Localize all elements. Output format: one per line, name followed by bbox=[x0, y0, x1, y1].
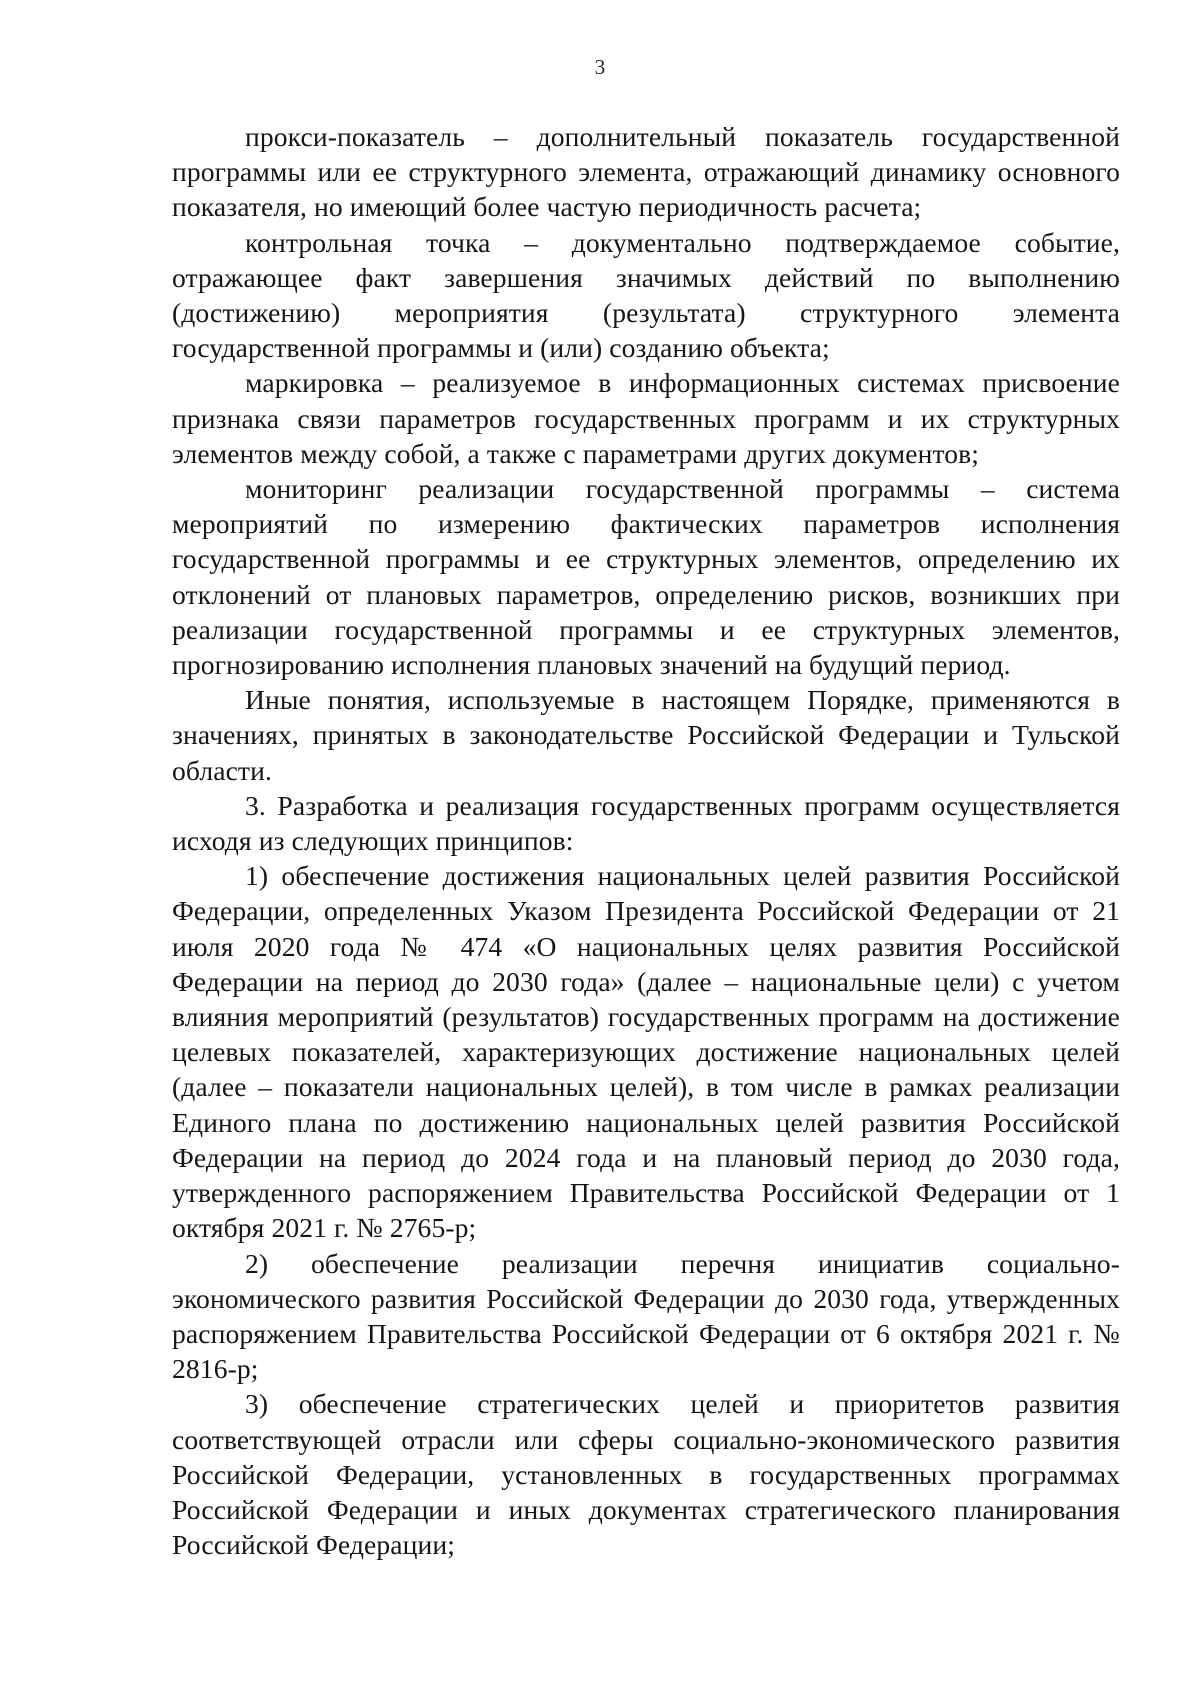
definition-proxy-indicator: прокси-показатель – дополнительный показатель государственной программы или ее структурного элемента, отражающий динамику основного показателя, но имеющий более частую периодичность расчета; bbox=[172, 121, 1120, 223]
section-3-principles-intro: 3. Разработка и реализация государственных программ осуществляется исходя из следующих принципов: bbox=[172, 789, 1120, 857]
definition-control-point: контрольная точка – документально подтверждаемое событие, отражающее факт завершения значимых действий по выполнению (достижению) мероприятия (результата) структурного элемента государственной программы и (или) созданию объекта; bbox=[172, 226, 1120, 364]
page-number: 3 bbox=[594, 55, 606, 79]
definition-monitoring: мониторинг реализации государственной программы – система мероприятий по измерению фактических параметров исполнения государственной программы и ее структурных элементов, определению их отклонений от плановых параметров, определению рисков, возникших при реализации государственной программы и ее структурных элементов, прогнозированию исполнения плановых значений на будущий период. bbox=[172, 473, 1120, 681]
other-concepts-paragraph: Иные понятия, используемые в настоящем Порядке, применяются в значениях, принятых в законодательстве Российской Федерации и Тульской области. bbox=[172, 684, 1120, 786]
document-body bbox=[172, 119, 1120, 1562]
definition-marking: маркировка – реализуемое в информационных системах присвоение признака связи параметров государственных программ и их структурных элементов между собой, а также с параметрами других документов; bbox=[172, 367, 1120, 469]
principle-item-2: 2) обеспечение реализации перечня инициатив социально-экономического развития Российской Федерации до 2030 года, утвержденных распоряжением Правительства Российской Федерации от 6 октября 2021 г. № 2816-р; bbox=[172, 1247, 1120, 1385]
principle-item-1: 1) обеспечение достижения национальных целей развития Российской Федерации, определенных Указом Президента Российской Федерации от 21 июля 2020 года № 474 «О национальных целях развития Российской Федерации на период до 2030 года» (далее – национальные цели) с учетом влияния мероприятий (результатов) государственных программ на достижение целевых показателей, характеризующих достижение национальных целей (далее – показатели национальных целей), в том числе в рамках реализации Единого плана по достижению национальных целей развития Российской Федерации на период до 2024 года и на плановый период до 2030 года, утвержденного распоряжением Правительства Российской Федерации от 1 октября 2021 г. № 2765-р; bbox=[172, 860, 1120, 1244]
principle-item-3: 3) обеспечение стратегических целей и приоритетов развития соответствующей отрасли или сферы социально-экономического развития Российской Федерации, установленных в государственных программах Российской Федерации и иных документах стратегического планирования Российской Федерации; bbox=[172, 1388, 1120, 1561]
